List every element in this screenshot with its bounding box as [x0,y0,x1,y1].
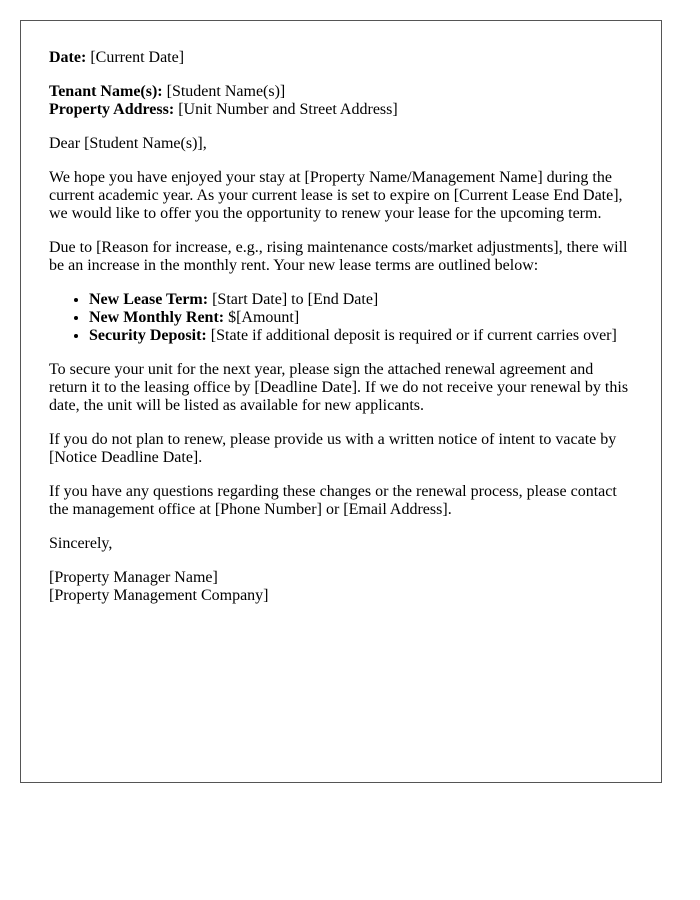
address-value: [Unit Number and Street Address] [178,101,398,118]
paragraph-questions: If you have any questions regarding these changes or the renewal process, please contact the management office at [Phone Number] or [Email Address]. [49,483,617,518]
term-label: Security Deposit: [89,327,207,344]
terms-list [49,291,634,345]
recipient-block [49,83,634,119]
term-label: New Lease Term: [89,291,209,308]
term-item [89,327,634,345]
date-label: Date: [49,49,87,66]
tenant-label: Tenant Name(s): [49,83,163,100]
term-item [89,291,634,309]
letter [20,20,662,783]
term-value: $[Amount] [228,309,300,326]
closing: Sincerely, [49,535,113,552]
signature-block [49,569,634,605]
tenant-value: [Student Name(s)] [166,83,286,100]
term-item [89,309,634,327]
signature-company: [Property Management Company] [49,587,269,604]
paragraph-increase: Due to [Reason for increase, e.g., rising maintenance costs/market adjustments], there will be an increase in the monthly rent. Your new lease terms are outlined below: [49,239,628,274]
paragraph-vacate: If you do not plan to renew, please provide us with a written notice of intent to vacate by [Notice Deadline Date]. [49,431,617,466]
address-label: Property Address: [49,101,175,118]
date-value: [Current Date] [90,49,185,66]
signature-name: [Property Manager Name] [49,569,218,586]
term-value: [State if additional deposit is required or if current carries over] [210,327,617,344]
term-value: [Start Date] to [End Date] [212,291,379,308]
paragraph-secure: To secure your unit for the next year, please sign the attached renewal agreement and return it to the leasing office by [Deadline Date]. If we do not receive your renewal by this date, the unit will be listed as available for new applicants. [49,361,629,414]
date-line [49,49,634,67]
term-label: New Monthly Rent: [89,309,225,326]
salutation: Dear [Student Name(s)], [49,135,207,152]
paragraph-intro: We hope you have enjoyed your stay at [Property Name/Management Name] during the current academic year. As your current lease is set to expire on [Current Lease End Date], we would like to offer you the opportunity to renew your lease for the upcoming term. [49,169,623,222]
